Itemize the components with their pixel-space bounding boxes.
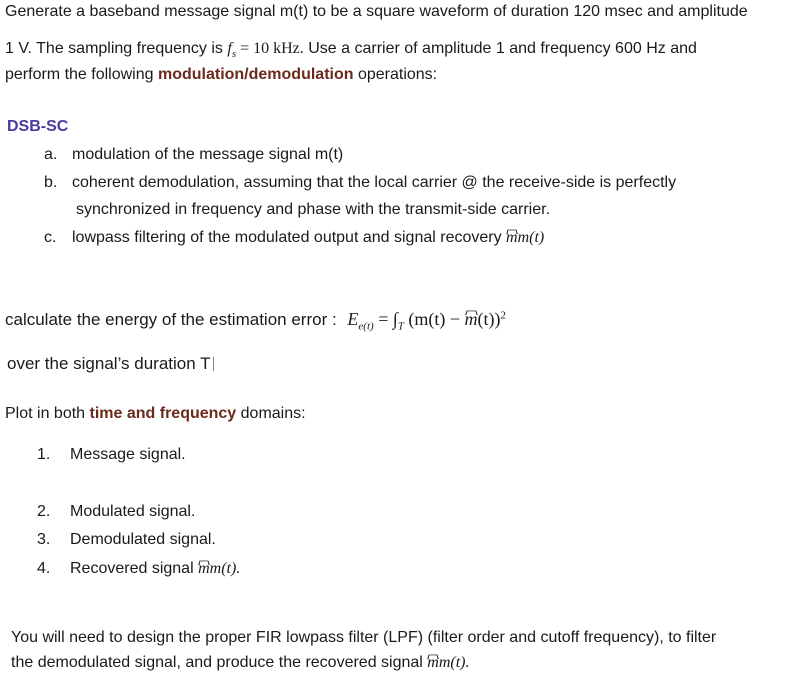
intro-line-2-pre: 1 V. The sampling frequency is [5,40,228,57]
dsb-item-c-math [506,229,544,246]
intro-line-3-pre: perform the following [5,66,158,83]
plot-item-4 [37,559,240,579]
intro-line-3 [5,65,437,85]
plot-item-2-marker: 2. [37,503,51,520]
dsb-item-c [44,228,544,248]
plot-item-1 [37,445,186,465]
plot-heading-pre: Plot in both [5,405,90,422]
plot-item-3-marker: 3. [37,531,51,548]
dsb-heading: DSB-SC [7,118,69,135]
plot-item-1-text: Message signal. [70,446,186,463]
plot-item-3-text: Demodulated signal. [70,531,216,548]
m-hat: m [506,229,518,246]
plot-item-4-math [198,560,240,577]
dsb-item-c-text: lowpass filtering of the modulated output and signal recovery [72,229,507,246]
integral-subscript: T [397,320,404,333]
dsb-item-c-math-rest: m(t) [517,229,545,246]
plot-item-2 [37,502,195,522]
footer-line-1: You will need to design the proper FIR lowpass filter (LPF) (filter order and cutoff frequency), to filter [11,629,717,646]
fs-symbol: f [227,40,232,57]
plot-item-4-math-rest: m(t). [209,560,241,577]
duration-text: over the signal’s duration T [7,354,211,373]
dsb-item-b [44,173,676,193]
intro-line-2-post: Use a carrier of amplitude 1 and frequency 600 Hz and [303,40,697,57]
footer-math-rest: m(t). [438,654,470,671]
dsb-item-b-continuation: synchronized in frequency and phase with the transmit-side carrier. [76,201,551,218]
plot-heading-post: domains: [236,405,306,422]
text-cursor [213,357,214,371]
dsb-item-a-text: modulation of the message signal m(t) [72,146,344,163]
dsb-item-a [44,145,343,165]
duration-line [7,354,214,374]
energy-power: 2 [500,309,507,322]
energy-eq: = ∫ [373,309,398,329]
intro-line-3-post: operations: [353,66,438,83]
plot-item-4-text: Recovered signal [70,560,199,577]
plot-heading [5,404,306,424]
m-hat: m [427,654,439,671]
dsb-item-b-marker: b. [44,174,58,191]
fs-subscript: s [231,48,237,61]
energy-subscript: e(t) [358,320,374,333]
plot-item-1-marker: 1. [37,446,51,463]
m-hat: m [198,560,210,577]
plot-item-3 [37,530,216,550]
energy-symbol: E [347,309,359,329]
energy-mhat: m [464,309,478,329]
intro-line-3-emphasis: modulation/demodulation [157,66,354,83]
intro-line-1: Generate a baseband message signal m(t) to be a square waveform of duration 120 msec and amplitude [5,3,748,20]
dsb-item-c-marker: c. [44,229,57,246]
plot-item-2-text: Modulated signal. [70,503,196,520]
energy-expr-a: (m(t) − [403,309,465,329]
dsb-item-b-text: coherent demodulation, assuming that the local carrier @ the receive-side is perfectly [72,174,677,191]
fs-value: = 10 kHz. [236,40,304,57]
footer-line-2 [11,653,470,673]
plot-item-4-marker: 4. [37,560,51,577]
plot-heading-emphasis: time and frequency [89,405,237,422]
intro-line-2 [5,39,697,59]
footer-line-2-text: the demodulated signal, and produce the recovered signal [11,654,428,671]
energy-label: calculate the energy of the estimation error : [5,310,337,329]
footer-math [427,654,469,671]
dsb-item-a-marker: a. [44,146,58,163]
energy-expr-b: (t)) [477,309,501,329]
energy-line [5,309,507,333]
